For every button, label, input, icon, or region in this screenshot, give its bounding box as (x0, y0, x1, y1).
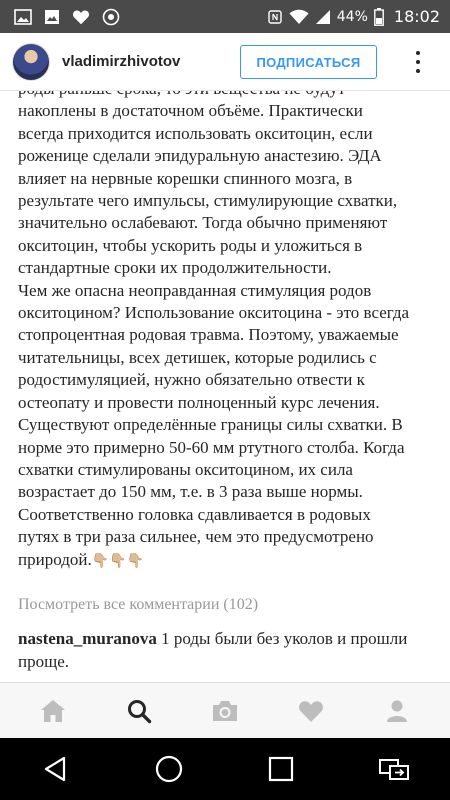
recents-icon[interactable] (246, 741, 316, 797)
caption-line: остеопату и провести полноценный курс лечения. (18, 392, 380, 412)
search-icon[interactable] (109, 686, 169, 736)
username[interactable]: vladimirzhivotov (62, 53, 181, 70)
comment-text: 1 роды были без уколов и прошли проще. (18, 629, 408, 671)
gallery-notification-icon (44, 9, 60, 25)
system-navigation-bar (0, 738, 450, 800)
caption-line: результате чего импульсы, стимулирующие схватки, (18, 191, 398, 211)
caption-line: стопроцентная родовая травма. Поэтому, уважаемые (18, 325, 399, 345)
status-bar (0, 0, 450, 33)
post-caption (18, 78, 438, 572)
caption-line: роженице сделали эпидуральную анастезию. ЭДА (18, 146, 382, 166)
caption-line: природой. (18, 549, 92, 569)
caption-line: норме это примерно 50-60 мм ртутного столба. Когда (18, 437, 405, 457)
subscribe-button[interactable]: ПОДПИСАТЬСЯ (240, 45, 377, 79)
nfc-icon (267, 9, 283, 25)
caption-line: возрастает до 150 мм, т.е. в 3 раза выше нормы. (18, 482, 363, 502)
bottom-navigation (0, 682, 450, 738)
home-circle-icon[interactable] (134, 741, 204, 797)
caption-line: путях в три раза сильнее, чем это предусмотрено (18, 527, 374, 547)
signal-icon (315, 9, 331, 25)
post-header (0, 33, 450, 91)
profile-icon[interactable] (367, 686, 427, 736)
system-status (267, 7, 450, 26)
caption-line: окситоцин, чтобы ускорить роды и уложиться в (18, 235, 363, 255)
image-notification-icon (14, 9, 32, 25)
caption-line: окситоцином? Использование окситоцина - это всегда (18, 303, 410, 323)
caption-line: значительно ослабевают. Тогда обычно применяют (18, 213, 388, 233)
caption-line: Чем же опасна неоправданная стимуляция родов (18, 280, 372, 300)
caption-line: схватки стимулированы окситоцином, их сила (18, 459, 353, 479)
caption-line: накоплены в достаточном объёме. Практически (18, 101, 363, 121)
caption-line: влияет на нервные корешки спинного мозга, в (18, 168, 353, 188)
heart-icon[interactable] (281, 686, 341, 736)
camera-icon[interactable] (195, 686, 255, 736)
avatar[interactable] (12, 43, 50, 81)
caption-line: стандартные сроки их продолжительности. (18, 258, 332, 278)
caption-line: Соответственно головка сдавливается в родовых (18, 504, 371, 524)
back-icon[interactable] (21, 741, 91, 797)
battery-percent: 44% (336, 8, 368, 25)
caption-line: Существуют определённые границы силы схватки. В (18, 415, 403, 435)
clock: 18:02 (393, 7, 440, 26)
caption-last-line (18, 549, 438, 572)
notification-icons (0, 8, 120, 26)
pointing-down-emoji: 👇🏼👇🏼👇🏼 (91, 552, 144, 569)
caption-line: родостимуляцией, нужно обязательно отвести к (18, 370, 365, 390)
battery-icon (374, 8, 384, 26)
more-options-icon[interactable] (410, 46, 426, 78)
app-notification-icon (102, 8, 120, 26)
comment (18, 627, 438, 673)
caption-line: читательницы, всех детишек, которые родились с (18, 347, 377, 367)
view-all-comments-link[interactable]: Посмотреть все комментарии (102) (18, 596, 259, 613)
comment-username[interactable]: nastena_muranova (18, 629, 157, 648)
home-icon[interactable] (23, 686, 83, 736)
caption-line: всегда приходится использовать окситоцин, если (18, 123, 373, 143)
screen-mirror-icon[interactable] (359, 741, 429, 797)
heart-notification-icon (72, 9, 90, 25)
wifi-icon (289, 9, 309, 25)
